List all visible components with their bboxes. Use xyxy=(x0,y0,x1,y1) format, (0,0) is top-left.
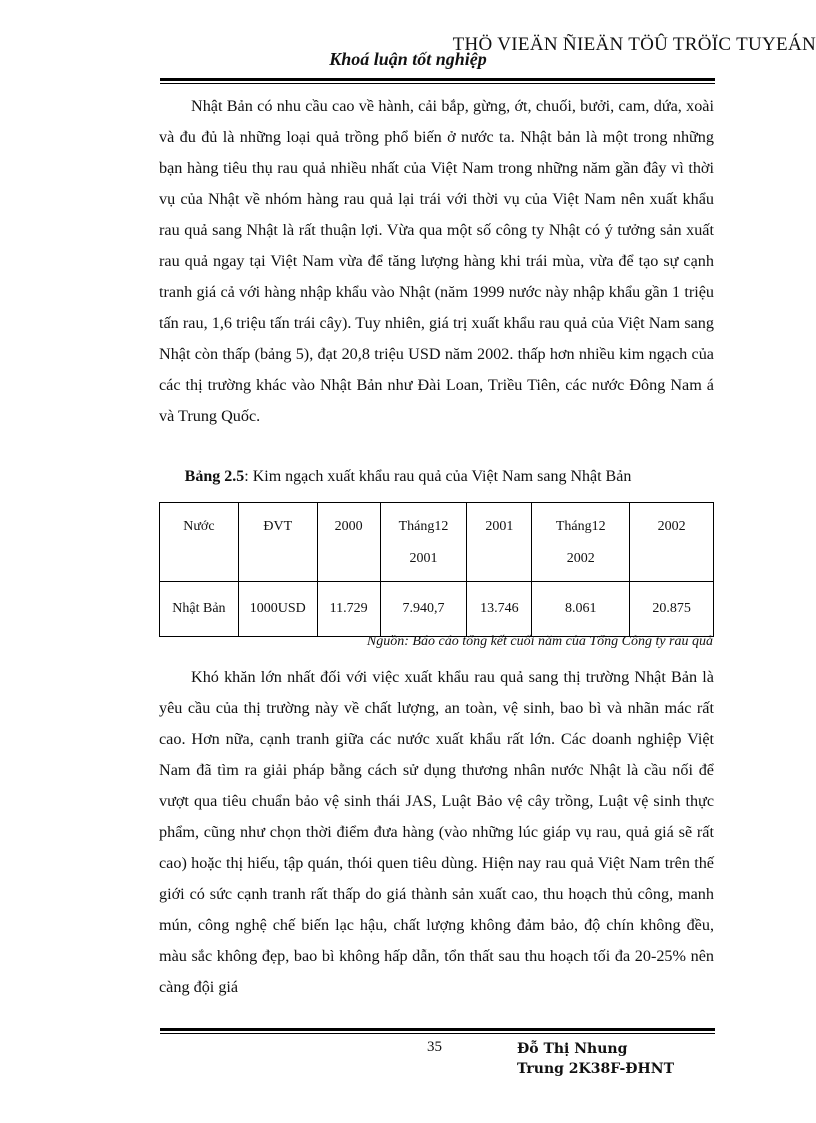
table-caption-label: Bảng 2.5 xyxy=(184,468,245,485)
table-cell: 7.940,7 xyxy=(380,582,467,637)
table-header-cell: Tháng12 2001 xyxy=(380,503,467,582)
author-name: Đỗ Thị Nhung xyxy=(517,1041,628,1057)
export-table xyxy=(159,502,714,637)
table-cell: 20.875 xyxy=(630,582,714,637)
author-info xyxy=(517,1039,674,1079)
table-cell: 11.729 xyxy=(317,582,380,637)
table-header-cell: 2001 xyxy=(467,503,532,582)
footer-rule xyxy=(160,1028,715,1031)
table-header-cell: Tháng12 2002 xyxy=(532,503,630,582)
table-header-cell: ĐVT xyxy=(238,503,317,582)
footer-rule-thin xyxy=(160,1033,715,1034)
table-cell: 1000USD xyxy=(238,582,317,637)
table-cell: Nhật Bản xyxy=(160,582,239,637)
header-title: Khoá luận tốt nghiệp xyxy=(329,49,487,69)
paragraph-2: Khó khăn lớn nhất đối với việc xuất khẩu rau quả sang thị trường Nhật Bản là yêu cầu của thị trường này về chất lượng, an toàn, vệ sinh, bao bì và nhãn mác rất cao. Hơn nữa, cạnh tranh giữa các nước xuất khẩu rất lớn. Các doanh nghiệp Việt Nam đã tìm ra giải pháp bằng cách sử dụng thương nhân nước Nhật là cầu nối để vượt qua tiêu chuẩn bảo vệ sinh thái JAS, Luật Bảo vệ cây trồng, Luật vệ sinh thực phẩm, cũng như chọn thời điểm đưa hàng (vào những lúc giáp vụ rau, quả giá sẽ rất cao) hoặc thị hiếu, tập quán, thói quen tiêu dùng. Hiện nay rau quả Việt Nam trên thế giới có sức cạnh tranh rất thấp do giá thành sản xuất cao, thu hoạch thủ công, manh mún, công nghệ chế biến lạc hậu, chất lượng không đảm bảo, độ chín không đều, màu sắc không đẹp, bao bì không hấp dẫn, tổn thất sau thu hoạch tối đa 20-25% nên càng đội giá xyxy=(159,668,714,996)
author-class: Trung 2K38F-ĐHNT xyxy=(517,1061,674,1077)
table-header-cell: 2002 xyxy=(630,503,714,582)
table-header-row xyxy=(160,503,714,582)
table-cell: 8.061 xyxy=(532,582,630,637)
header-rule-thin xyxy=(160,83,715,84)
page-number: 35 xyxy=(427,1039,442,1055)
table-row xyxy=(160,582,714,637)
table-caption-text: : Kim ngạch xuất khẩu rau quả của Việt Nam sang Nhật Bản xyxy=(244,468,632,485)
watermark-text: THÖ VIEÄN ÑIEÄN TÖÛ TRÖÏC TUYEÁN xyxy=(452,34,816,55)
table-caption xyxy=(0,468,816,486)
table-source: Nguồn: Báo cáo tổng kết cuối năm của Tổng Công ty rau quả xyxy=(366,634,713,649)
table-cell: 13.746 xyxy=(467,582,532,637)
paragraph-1: Nhật Bản có nhu cầu cao về hành, cải bắp, gừng, ớt, chuối, bưởi, cam, dứa, xoài và đu đủ là những loại quả trồng phổ biến ở nước ta. Nhật bản là một trong những bạn hàng tiêu thụ rau quả nhiều nhất của Việt Nam trong những năm gần đây vì thời vụ của Nhật về nhóm hàng rau quả lại trái với thời vụ của Việt Nam nên xuất khẩu rau quả sang Nhật là rất thuận lợi. Vừa qua một số công ty Nhật có ý tưởng sản xuất rau quả ngay tại Việt Nam vừa để tăng lượng hàng khi trái mùa, vừa để tạo sự cạnh tranh giá cả với hàng nhập khẩu vào Nhật (năm 1999 nước này nhập khẩu gần 1 triệu tấn rau, 1,6 triệu tấn trái cây). Tuy nhiên, giá trị xuất khẩu rau quả của Việt Nam sang Nhật còn thấp (bảng 5), đạt 20,8 triệu USD năm 2002. thấp hơn nhiều kim ngạch của các thị trường khác vào Nhật Bản như Đài Loan, Triều Tiên, các nước Đông Nam á và Trung Quốc. xyxy=(159,97,714,425)
header-rule xyxy=(160,78,715,81)
table-header-cell: Nước xyxy=(160,503,239,582)
table-header-cell: 2000 xyxy=(317,503,380,582)
